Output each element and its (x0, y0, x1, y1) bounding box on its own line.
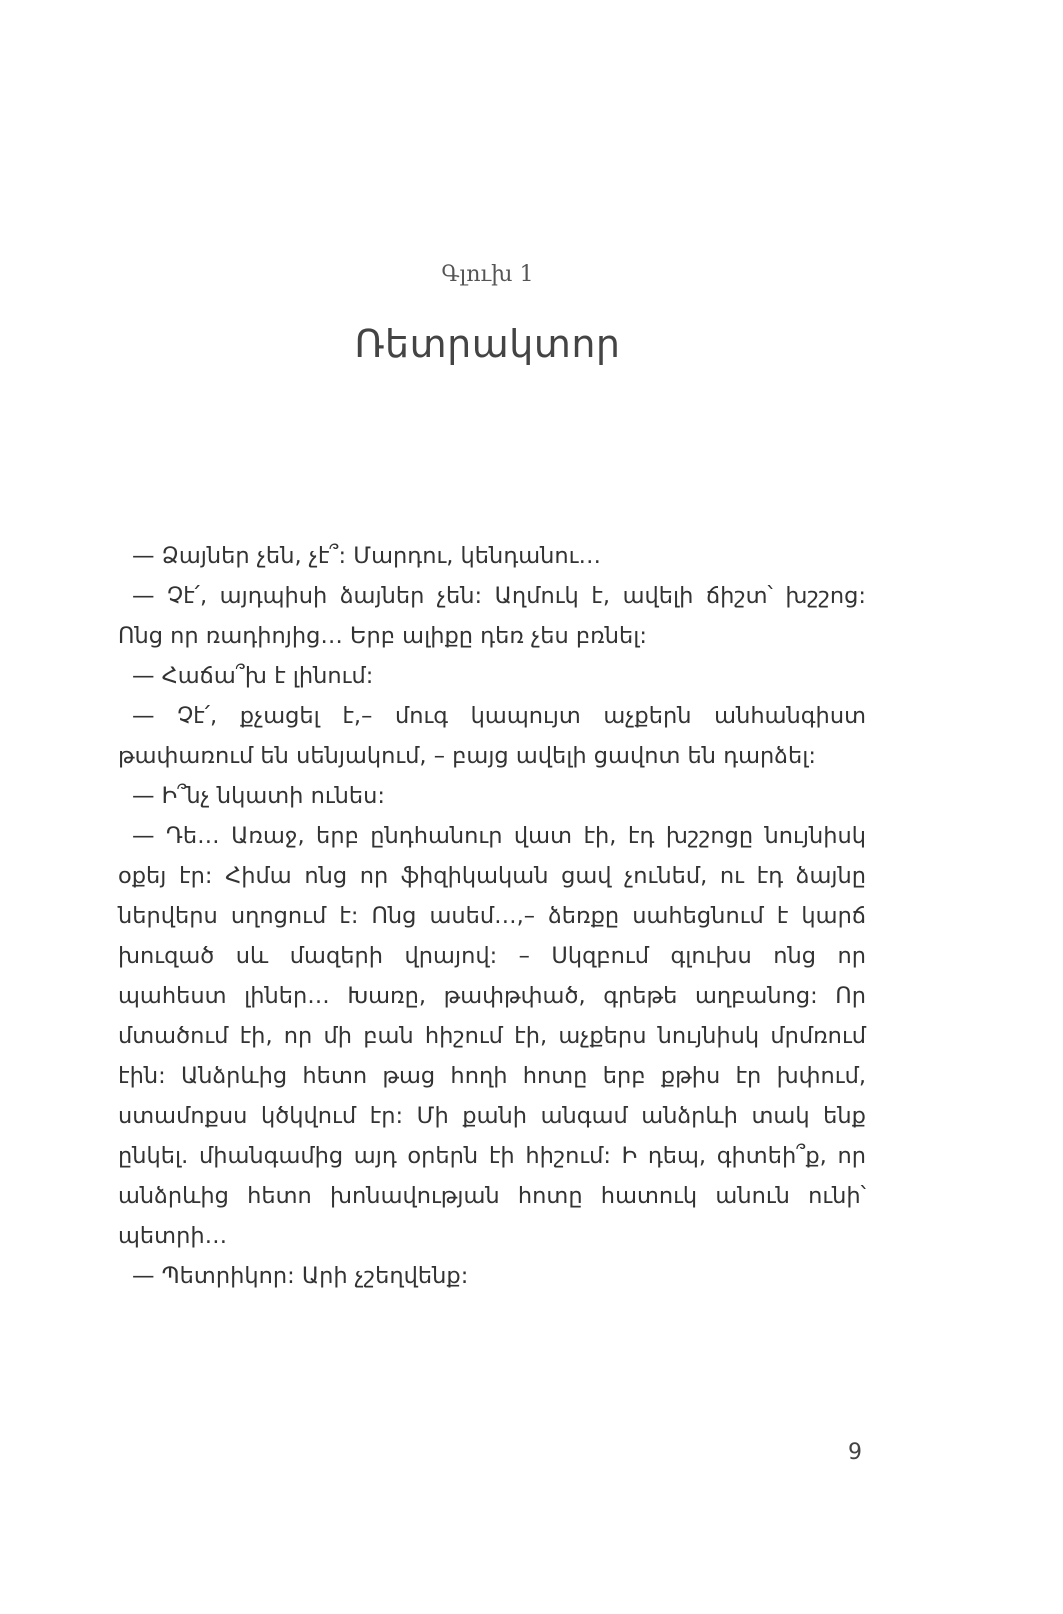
paragraph: — Չէ՛, այդպիսի ձայներ չեն: Աղմուկ է, ավելի ճիշտ՝ խշշոց: Ոնց որ ռադիոյից… Երբ ալիքը դեռ չես բռնել: (118, 583, 866, 649)
paragraph: — Չէ՛, քչացել է,– մուգ կապույտ աչքերն անհանգիստ թափառում են սենյակում, – բայց ավելի ցավոտ են դարձել: (118, 703, 866, 769)
paragraph: — Հաճա՞խ է լինում: (132, 663, 374, 689)
body-text (118, 536, 866, 1296)
page-number: 9 (848, 1440, 862, 1465)
paragraph: — Պետրիկոր: Արի չշեղվենք: (132, 1263, 469, 1289)
chapter-title: Ռետրակտոր (354, 322, 621, 366)
paragraph: — Ի՞նչ նկատի ունես: (132, 783, 385, 809)
paragraph: — Դե… Առաջ, երբ ընդհանուր վատ էի, էդ խշշոցը նույնիսկ օքեյ էր: Հիմա ոնց որ ֆիզիկական ցավ չունեմ, ու էդ ձայնը ներվերս սղոցում է: Ոնց ասեմ…,– ձեռքը սահեցնում է կարճ խուզած սև մազերի վրայով: – Սկզբում գլուխս ոնց որ պահեստ լիներ… Խառը, թափթփած, գրեթե աղբանոց: Որ մտածում էի, որ մի բան հիշում էի, աչքերս նույնիսկ մրմռում էին: Անձրևից հետո թաց հողի հոտը երբ քթիս էր խփում, ստամոքսս կծկվում էր: Մի քանի անգամ անձրևի տակ ենք ընկել. միանգամից այդ օրերն էի հիշում: Ի դեպ, գիտեի՞ք, որ անձրևից հետո խոնավության հոտը հատուկ անուն ունի՝ պետրի… (118, 823, 866, 1249)
chapter-label: Գլուխ 1 (441, 262, 534, 287)
paragraph: — Ձայներ չեն, չէ՞: Մարդու, կենդանու… (132, 543, 601, 569)
